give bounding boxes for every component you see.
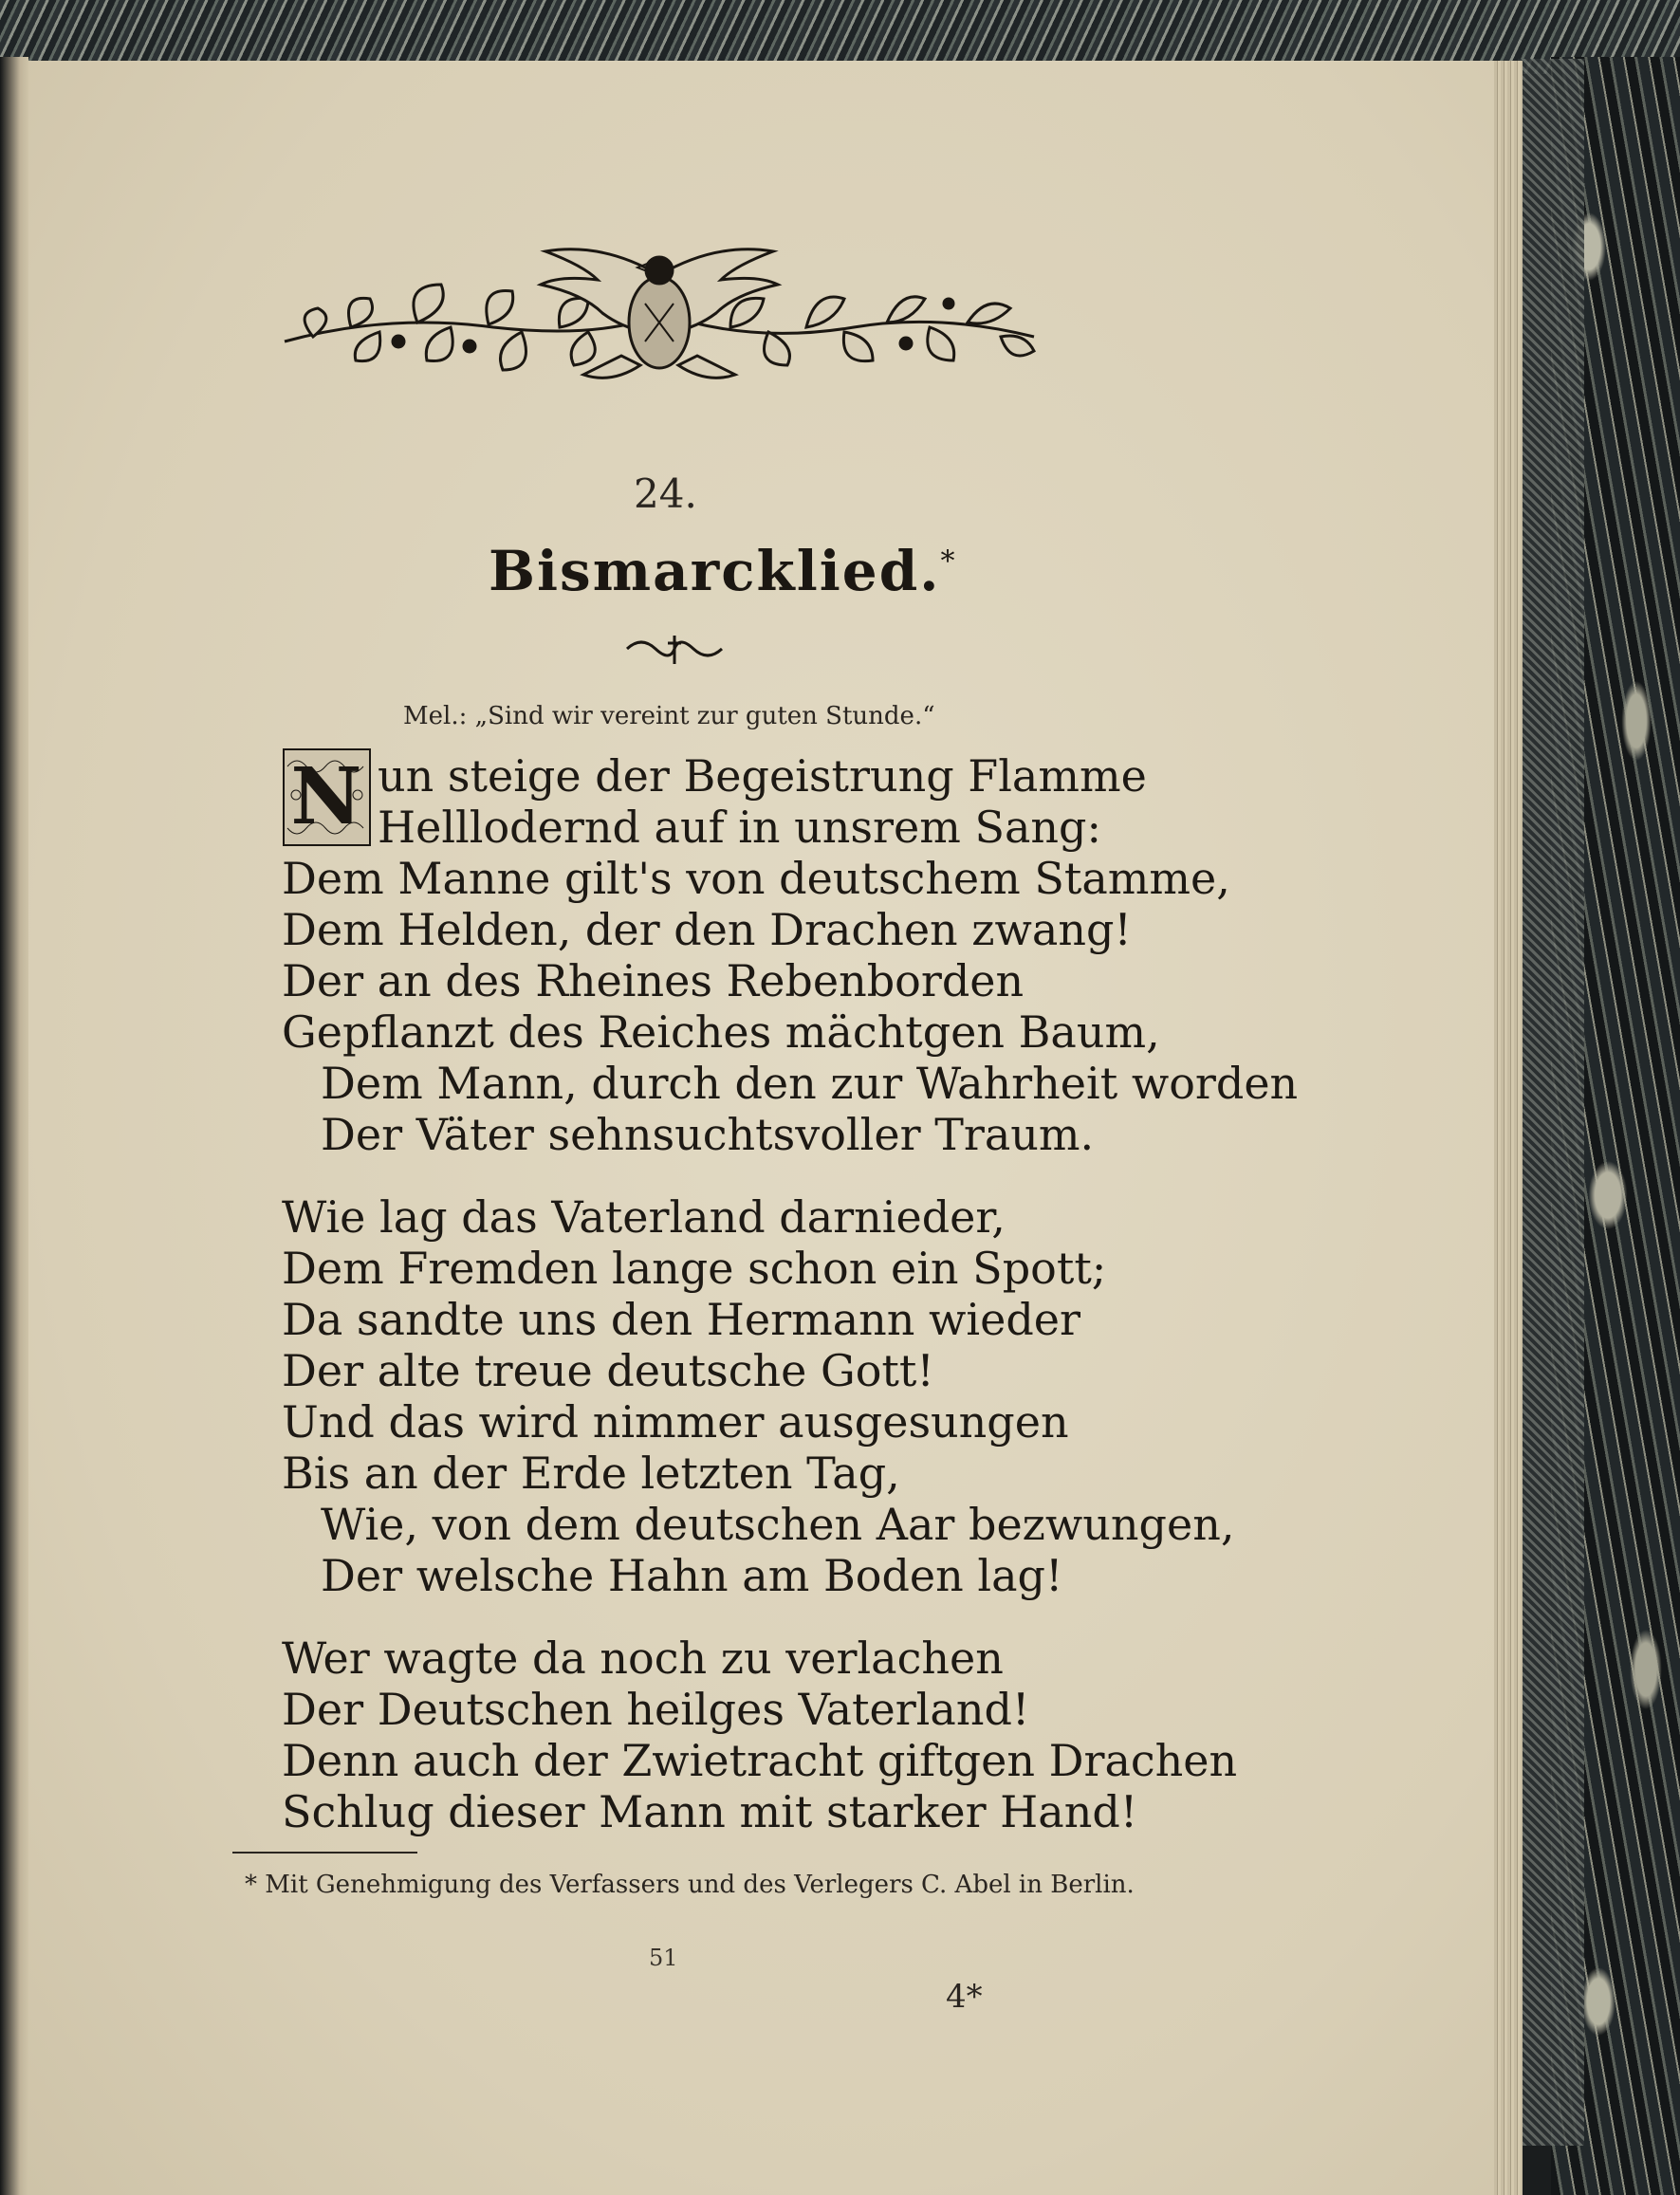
signature-mark: 4* [946, 1978, 983, 2016]
stanza3-line4: Schlug dieser Mann mit starker Hand! [282, 1786, 1138, 1837]
previous-page-edge [0, 57, 28, 2195]
stanza2-line1: Wie lag das Vaterland darnieder, [282, 1191, 1006, 1243]
stanza2-line7: Wie, von dem deutschen Aar bezwungen, [321, 1499, 1235, 1550]
poem-number: 24. [634, 470, 697, 517]
stanza1-line7: Dem Mann, durch den zur Wahrheit worden [321, 1058, 1299, 1109]
eagle-laurel-ornament-icon [275, 237, 1043, 398]
melody-note: Mel.: „Sind wir vereint zur guten Stunde.“ [403, 702, 935, 730]
stanza1-line1: un steige der Begeistrung Flamme [378, 750, 1147, 802]
stanza1-line8: Der Väter sehnsuchtsvoller Traum. [321, 1109, 1095, 1160]
stanza1-line6: Gepflanzt des Reiches mächtgen Baum, [282, 1006, 1160, 1058]
poem-title [489, 539, 956, 603]
poem-title-text: Bismarcklied. [489, 539, 941, 603]
stanza2-line3: Da sandte uns den Hermann wieder [282, 1294, 1080, 1345]
stanza3-line3: Denn auch der Zwietracht giftgen Drachen [282, 1735, 1238, 1786]
stanza1-line4: Dem Helden, der den Drachen zwang! [282, 904, 1132, 955]
stanza2-line5: Und das wird nimmer ausgesungen [282, 1396, 1069, 1448]
title-footnote-marker: * [940, 544, 957, 579]
stanza2-line8: Der welsche Hahn am Boden lag! [321, 1550, 1063, 1601]
stanza1-line3: Dem Manne gilt's von deutschem Stamme, [282, 853, 1230, 904]
page-number: 51 [649, 1945, 678, 1971]
stanza2-line4: Der alte treue deutsche Gott! [282, 1345, 934, 1396]
dropcap-letter: N [290, 751, 362, 842]
stanza2-line2: Dem Fremden lange schon ein Spott; [282, 1243, 1107, 1294]
flourish-divider-icon [622, 632, 727, 666]
stanza1-line5: Der an des Rheines Rebenborden [282, 955, 1025, 1006]
binding-spine-hatch [1518, 59, 1584, 2146]
stanza1-line2: Helllodernd auf in unsrem Sang: [378, 802, 1101, 853]
footnote-rule [232, 1852, 417, 1854]
decorated-initial-icon [282, 747, 372, 847]
stanza3-line1: Wer wagte da noch zu verlachen [282, 1632, 1004, 1684]
page-stack-edge [1494, 61, 1523, 2195]
stanza2-line6: Bis an der Erde letzten Tag, [282, 1448, 900, 1499]
footnote: * Mit Genehmigung des Verfassers und des Verlegers C. Abel in Berlin. [245, 1871, 1135, 1899]
stanza3-line2: Der Deutschen heilges Vaterland! [282, 1684, 1030, 1735]
